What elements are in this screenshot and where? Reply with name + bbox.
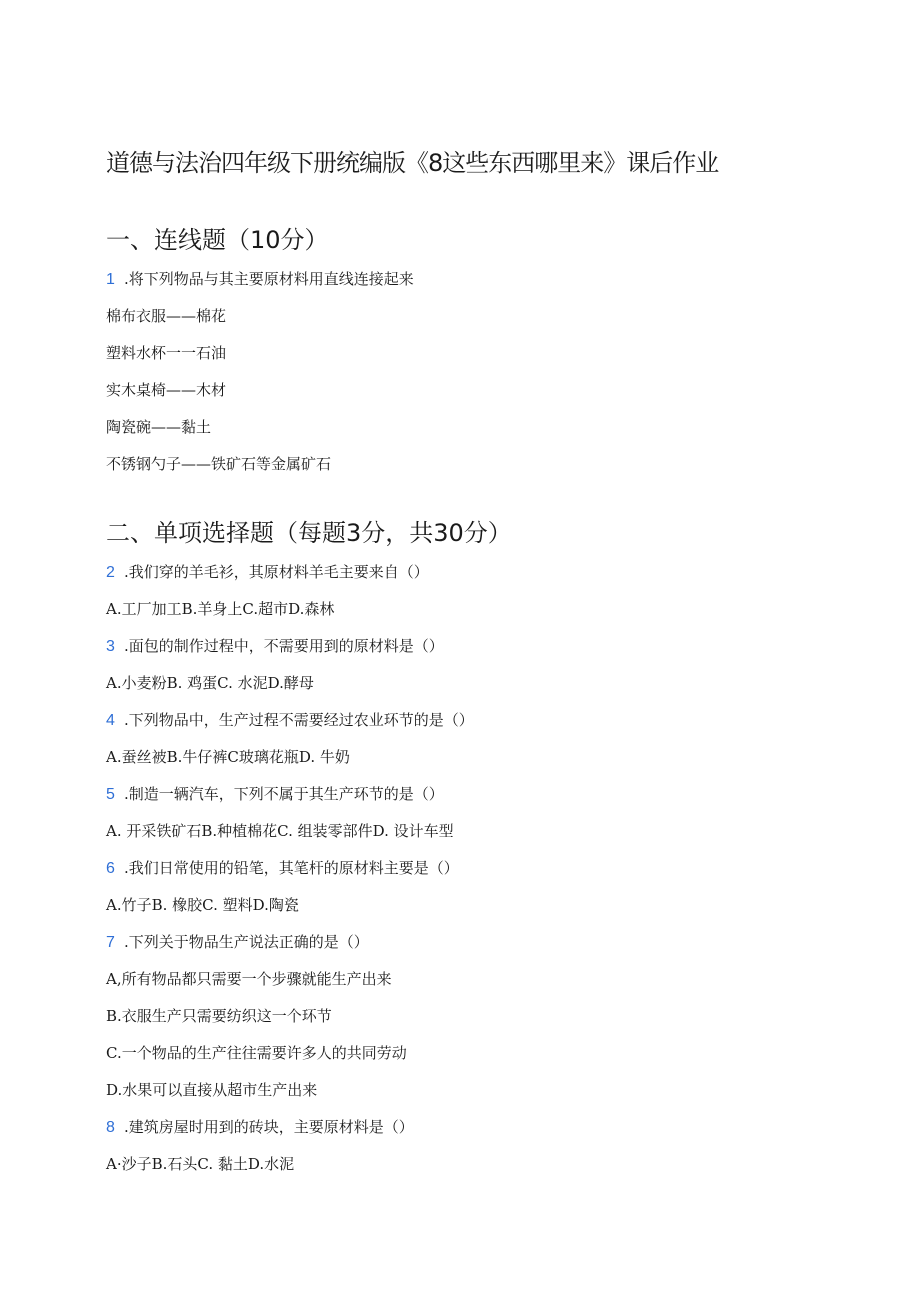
- answer-options: A.蚕丝被B.牛仔裤C玻璃花瓶D. 牛奶: [106, 748, 350, 766]
- answer-options: A.工厂加工B.羊身上C.超市D.森林: [106, 600, 335, 618]
- question-4: [106, 710, 474, 731]
- matching-pair: 陶瓷碗——黏土: [106, 418, 212, 436]
- question-8: [106, 1117, 414, 1138]
- question-6: [106, 858, 459, 879]
- answer-options: A. 开采铁矿石B.种植棉花C. 组装零部件D. 设计车型: [106, 822, 454, 840]
- question-1: [106, 269, 414, 290]
- matching-pair: 不锈钢勺子——铁矿石等金属矿石: [106, 455, 332, 473]
- answer-option-a: A,所有物品都只需要一个步骤就能生产出来: [106, 970, 392, 988]
- question-5: [106, 784, 444, 805]
- matching-pair: 塑料水杯一一石油: [106, 344, 227, 362]
- document-title: 道德与法治四年级下册统编版《8这些东西哪里来》课后作业: [106, 149, 719, 177]
- question-text: .下列物品中，生产过程不需要经过农业环节的是（）: [124, 711, 474, 729]
- question-number: 6: [106, 860, 115, 877]
- question-3: [106, 636, 444, 657]
- question-number: 3: [106, 638, 115, 655]
- question-2: [106, 562, 429, 583]
- question-number: 1: [106, 271, 115, 288]
- answer-option-d: D.水果可以直接从超市生产出来: [106, 1081, 318, 1099]
- question-text: .将下列物品与其主要原材料用直线连接起来: [124, 270, 414, 288]
- question-text: .面包的制作过程中，不需要用到的原材料是（）: [124, 637, 444, 655]
- answer-options: A·沙子B.石头C. 黏土D.水泥: [106, 1155, 295, 1173]
- section-heading-single-choice: 二、单项选择题（每题3分，共30分）: [106, 519, 512, 547]
- answer-option-c: C.一个物品的生产往往需要许多人的共同劳动: [106, 1044, 407, 1062]
- question-text: .下列关于物品生产说法正确的是（）: [124, 933, 369, 951]
- answer-option-b: B.衣服生产只需要纺织这一个环节: [106, 1007, 332, 1025]
- section-heading-matching: 一、连线题（10分）: [106, 226, 329, 254]
- question-number: 5: [106, 786, 115, 803]
- question-number: 2: [106, 564, 115, 581]
- question-text: .建筑房屋时用到的砖块，主要原材料是（）: [124, 1118, 414, 1136]
- answer-options: A.小麦粉B. 鸡蛋C. 水泥D.酵母: [106, 674, 314, 692]
- answer-options: A.竹子B. 橡胶C. 塑料D.陶瓷: [106, 896, 299, 914]
- question-text: .我们穿的羊毛衫，其原材料羊毛主要来自（）: [124, 563, 429, 581]
- matching-pair: 棉布衣服——棉花: [106, 307, 227, 325]
- question-number: 8: [106, 1119, 115, 1136]
- question-number: 7: [106, 934, 115, 951]
- matching-pair: 实木桌椅——木材: [106, 381, 227, 399]
- question-text: .我们日常使用的铅笔，其笔杆的原材料主要是（）: [124, 859, 459, 877]
- question-text: .制造一辆汽车，下列不属于其生产环节的是（）: [124, 785, 444, 803]
- question-number: 4: [106, 712, 115, 729]
- question-7: [106, 932, 369, 953]
